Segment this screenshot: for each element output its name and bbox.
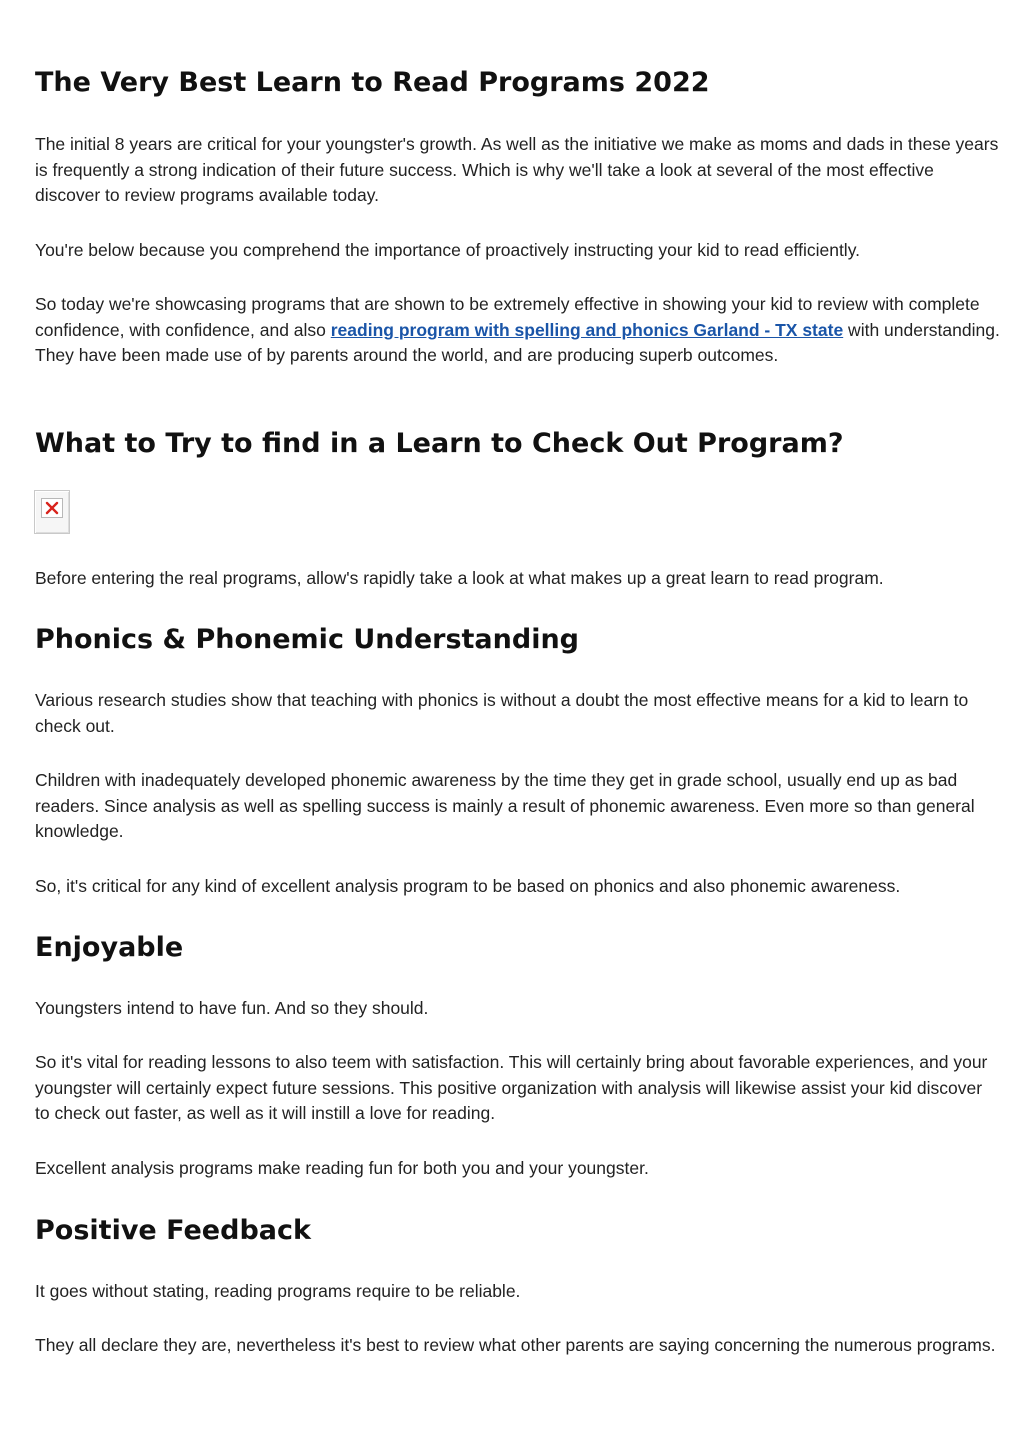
enjoyable-paragraph-1: Youngsters intend to have fun. And so they should. [35,998,429,1018]
what-paragraph-1: Before entering the real programs, allow's rapidly take a look at what makes up a great learn to read program. [35,568,884,588]
intro-paragraph-3-text-start: So today we're showcasing programs that are shown to be extremely effective in showing your kid to review with complete confidence, with confidence, and also [35,294,980,340]
section-heading-what-to-look-for: What to Try to find in a Learn to Check Out Program? [35,428,844,459]
section-heading-enjoyable: Enjoyable [35,932,184,963]
image-frame [41,498,63,518]
broken-image-icon [34,490,70,534]
enjoyable-paragraph-2: So it's vital for reading lessons to also teem with satisfaction. This will certainly bring about favorable experiences, and your youngster will certainly expect future sessions. This positive organization with analysis will likewise assist your kid discover to check out faster, as well as it will instill a love for reading. [35,1052,988,1123]
red-x-icon [45,501,59,515]
section-heading-phonics: Phonics & Phonemic Understanding [35,624,579,655]
phonics-paragraph-3: So, it's critical for any kind of excellent analysis program to be based on phonics and also phonemic awareness. [35,876,901,896]
intro-paragraph-3 [35,292,1000,369]
intro-paragraph-3-text-end: with understanding. They have been made use of by parents around the world, and are producing superb outcomes. [35,319,1000,365]
feedback-paragraph-1: It goes without stating, reading programs require to be reliable. [35,1281,521,1301]
enjoyable-paragraph-3: Excellent analysis programs make reading fun for both you and your youngster. [35,1158,649,1178]
phonics-paragraph-1: Various research studies show that teaching with phonics is without a doubt the most effective means for a kid to learn to check out. [35,690,969,736]
page-title: The Very Best Learn to Read Programs 2022 [35,67,710,98]
phonics-paragraph-2: Children with inadequately developed phonemic awareness by the time they get in grade school, usually end up as bad readers. Since analysis as well as spelling success is mainly a result of phonemic awareness. Even more so than general knowledge. [35,770,975,841]
reading-program-link[interactable]: reading program with spelling and phonics Garland - TX state [330,319,844,340]
feedback-paragraph-2: They all declare they are, nevertheless it's best to review what other parents are saying concerning the numerous programs. [35,1335,996,1355]
intro-paragraph-1: The initial 8 years are critical for your youngster's growth. As well as the initiative we make as moms and dads in these years is frequently a strong indication of their future success. Which is why we'll take a look at several of the most effective discover to review programs available today. [35,134,999,205]
intro-paragraph-2: You're below because you comprehend the importance of proactively instructing your kid to read efficiently. [35,240,861,260]
section-heading-positive-feedback: Positive Feedback [35,1215,311,1246]
